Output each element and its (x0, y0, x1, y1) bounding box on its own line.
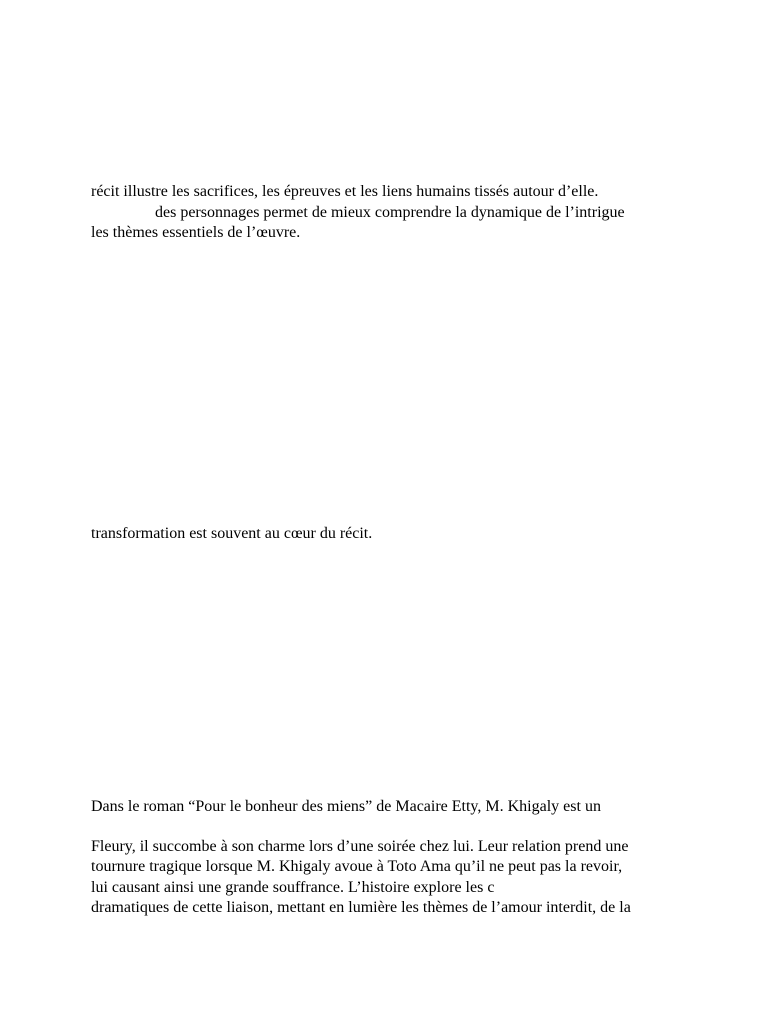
text-line: Fleury, il succombe à son charme lors d’une soirée chez lui. Leur relation prend une (91, 838, 629, 855)
text-line: lui causant ainsi une grande souffrance. L’histoire explore les c (91, 879, 495, 896)
text-line: Dans le roman “Pour le bonheur des miens” de Macaire Etty, M. Khigaly est un (91, 798, 601, 815)
text-line: les thèmes essentiels de l’œuvre. (91, 224, 301, 241)
text-line: des personnages permet de mieux comprendre la dynamique de l’intrigue (155, 204, 625, 221)
text-line: tournure tragique lorsque M. Khigaly avoue à Toto Ama qu’il ne peut pas la revoir, (91, 858, 623, 875)
text-line: transformation est souvent au cœur du récit. (91, 525, 373, 542)
text-line: dramatiques de cette liaison, mettant en lumière les thèmes de l’amour interdit, de la (91, 899, 631, 916)
text-line: récit illustre les sacrifices, les épreuves et les liens humains tissés autour d’elle. (91, 183, 599, 200)
